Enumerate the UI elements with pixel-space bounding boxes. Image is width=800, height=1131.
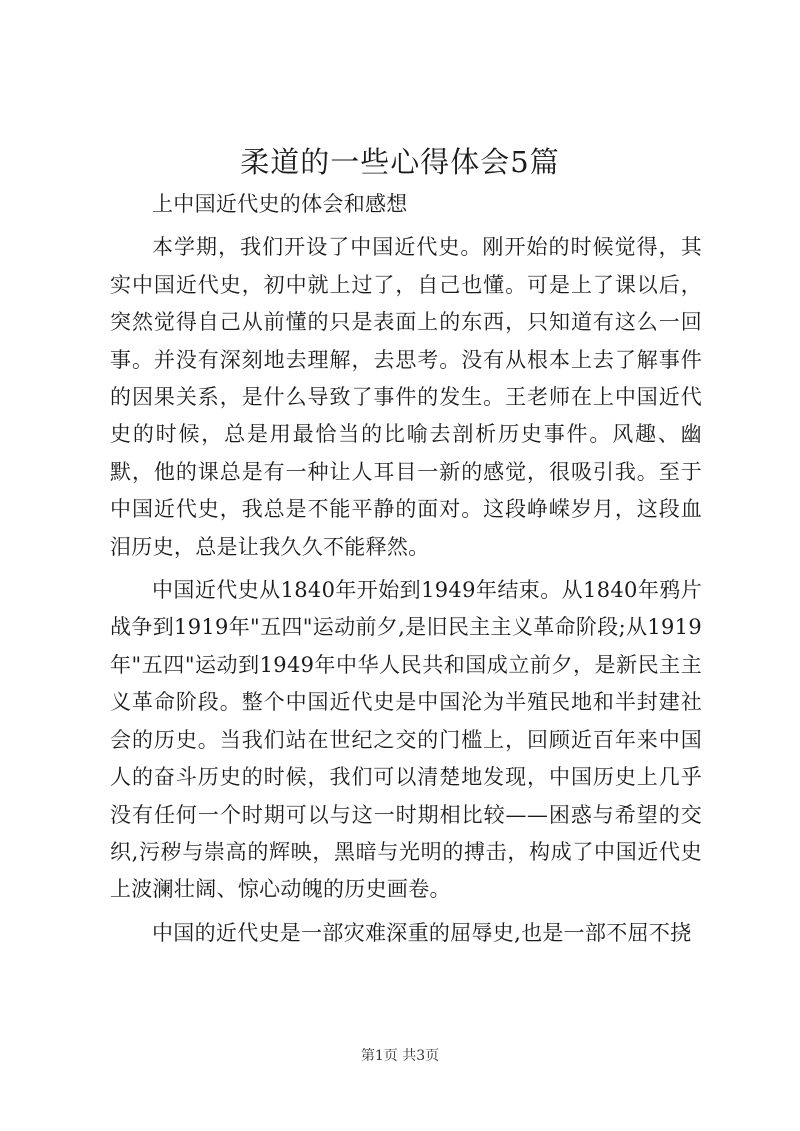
paragraph: 中国近代史从1840年开始到1949年结束。从1840年鸦片战争到1919年"五四"运动前夕,是旧民主主义革命阶段;从1919年"五四"运动到1949年中华人民共和国成立前夕，是新民主主义革命阶段。整个中国近代史是中国沦为半殖民地和半封建社会的历史。当我们站在世纪之交的门槛上，回顾近百年来中国人的奋斗历史的时候，我们可以清楚地发现，中国历史上几乎没有任何一个时期可以与这一时期相比较——困惑与希望的交织,污秽与崇高的辉映，黑暗与光明的搏击，构成了中国近代史上波澜壮阔、惊心动魄的历史画卷。 [110, 578, 702, 902]
document-title: 柔道的一些心得体会5篇 [240, 145, 560, 179]
section-heading: 上中国近代史的体会和感想 [152, 192, 408, 216]
paragraph: 本学期，我们开设了中国近代史。刚开始的时候觉得，其实中国近代史，初中就上过了，自己也懂。可是上了课以后，突然觉得自己从前懂的只是表面上的东西，只知道有这么一回事。并没有深刻地去理解，去思考。没有从根本上去了解事件的因果关系，是什么导致了事件的发生。王老师在上中国近代史的时候，总是用最恰当的比喻去剖析历史事件。风趣、幽默，他的课总是有一种让人耳目一新的感觉，很吸引我。至于中国近代史，我总是不能平静的面对。这段峥嵘岁月，这段血泪历史，总是让我久久不能释然。 [110, 235, 702, 559]
page-number-footer: 第1页 共3页 [360, 1048, 440, 1064]
paragraph: 中国的近代史是一部灾难深重的屈辱史,也是一部不屈不挠 [152, 920, 692, 945]
document-body [110, 186, 702, 952]
